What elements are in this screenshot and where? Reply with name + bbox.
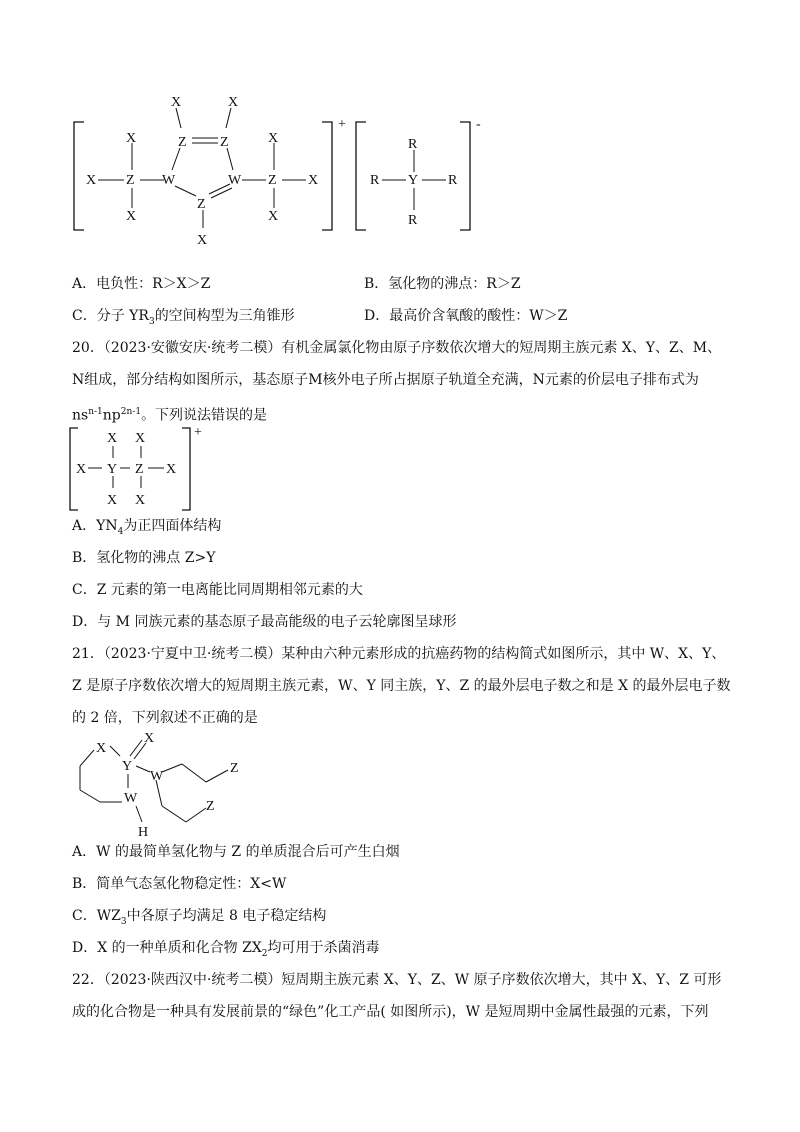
- q20-stem-line2: N组成，部分结构如图所示，基态原子M核外电子所占据原子轨道全充满，N元素的价层电子排布式为: [72, 372, 699, 388]
- q19-option-b: B．氢化物的沸点：R＞Z: [364, 276, 521, 292]
- atom-label: H: [138, 825, 149, 838]
- atom-label: W: [124, 791, 138, 806]
- atom-label: X: [166, 462, 177, 477]
- q20-option-c: C．Z 元素的第一电离能比同周期相邻元素的大: [72, 582, 363, 598]
- atom-label: R: [408, 213, 418, 228]
- atom-label: X: [76, 462, 87, 477]
- q19-option-a: A．电负性：R＞X＞Z: [72, 276, 211, 292]
- atom-label: R: [408, 137, 418, 152]
- q20-option-d: D．与 M 同族元素的基态原子最高能级的电子云轮廓图呈球形: [72, 614, 457, 630]
- q20-stem-line1: 20．（2023·安徽安庆·统考二模）有机金属氯化物由原子序数依次增大的短周期主族元素 X、Y、Z、M、: [72, 340, 722, 356]
- q21-option-b: B．简单气态氢化物稳定性：X<W: [72, 876, 287, 892]
- q21-option-d: D．X 的一种单质和化合物 $ZX_2$均可用于杀菌消毒: [72, 940, 380, 959]
- atom-label: X: [308, 173, 319, 188]
- atom-label: X: [135, 493, 146, 508]
- atom-label: Z: [268, 173, 277, 188]
- atom-label: W: [228, 173, 242, 188]
- q19-option-d: D．最高价含氧酸的酸性：W＞Z: [364, 308, 568, 324]
- atom-label: Y: [408, 173, 419, 188]
- q19-structure-figure: [60, 88, 500, 258]
- q22-stem-line1: 22．（2023·陕西汉中·统考二模）短周期主族元素 X、Y、Z、W 原子序数依次增大，其中 X、Y、Z 可形: [72, 972, 722, 988]
- atom-label: X: [197, 233, 208, 248]
- atom-label: Z: [135, 462, 144, 477]
- q21-stem-line3: 的 2 倍，下列叙述不正确的是: [72, 710, 258, 726]
- atom-label: X: [228, 95, 239, 110]
- atom-label: X: [107, 493, 118, 508]
- atom-label: X: [126, 209, 137, 224]
- charge-label: -: [476, 117, 481, 132]
- atom-label: X: [86, 173, 97, 188]
- q21-stem-line1: 21．（2023·宁夏中卫·统考二模）某种由六种元素形成的抗癌药物的结构简式如图所示，其中 W、X、Y、: [72, 646, 726, 662]
- q19-option-c: C．分子 $YR_3$的空间构型为三角锥形: [72, 308, 295, 327]
- atom-label: X: [171, 95, 182, 110]
- atom-label: X: [107, 431, 118, 446]
- atom-label: X: [268, 131, 279, 146]
- charge-label: +: [194, 425, 202, 440]
- atom-label: Z: [126, 173, 135, 188]
- atom-label: W: [150, 769, 164, 784]
- q21-stem-line2: Z 是原子序数依次增大的短周期主族元素，W、Y 同主族，Y、Z 的最外层电子数之和是 X 的最外层电子数: [72, 678, 731, 694]
- q21-option-a: A．W 的最简单氢化物与 Z 的单质混合后可产生白烟: [72, 844, 400, 860]
- q20-option-b: B．氢化物的沸点 Z>Y: [72, 550, 216, 566]
- charge-label: +: [338, 117, 346, 132]
- atom-label: Z: [178, 135, 187, 150]
- q20-stem-line3: $ns^{n-1}np^{2n-1}$。下列说法错误的是: [72, 407, 268, 424]
- atom-label: X: [268, 209, 279, 224]
- atom-label: W: [162, 173, 176, 188]
- atom-label: Z: [206, 799, 215, 814]
- atom-label: Y: [122, 759, 133, 774]
- q20-option-a: A．$YN_4$为正四面体结构: [72, 518, 222, 537]
- atom-label: Z: [197, 197, 206, 212]
- atom-label: Y: [107, 462, 118, 477]
- atom-label: Z: [220, 135, 229, 150]
- atom-label: R: [370, 173, 380, 188]
- atom-label: X: [144, 731, 155, 746]
- q22-stem-line2: 成的化合物是一种具有发展前景的“绿色”化工产品( 如图所示)，W 是短周期中金属性最强的元素，下列: [72, 1004, 709, 1020]
- q20-structure-figure: [66, 424, 206, 514]
- atom-label: X: [126, 131, 137, 146]
- atom-label: Z: [230, 761, 239, 776]
- q21-structure-figure: [66, 726, 266, 838]
- atom-label: X: [96, 741, 107, 756]
- atom-label: R: [448, 173, 458, 188]
- atom-label: X: [135, 431, 146, 446]
- q21-option-c: C．$WZ_3$中各原子均满足 8 电子稳定结构: [72, 908, 327, 927]
